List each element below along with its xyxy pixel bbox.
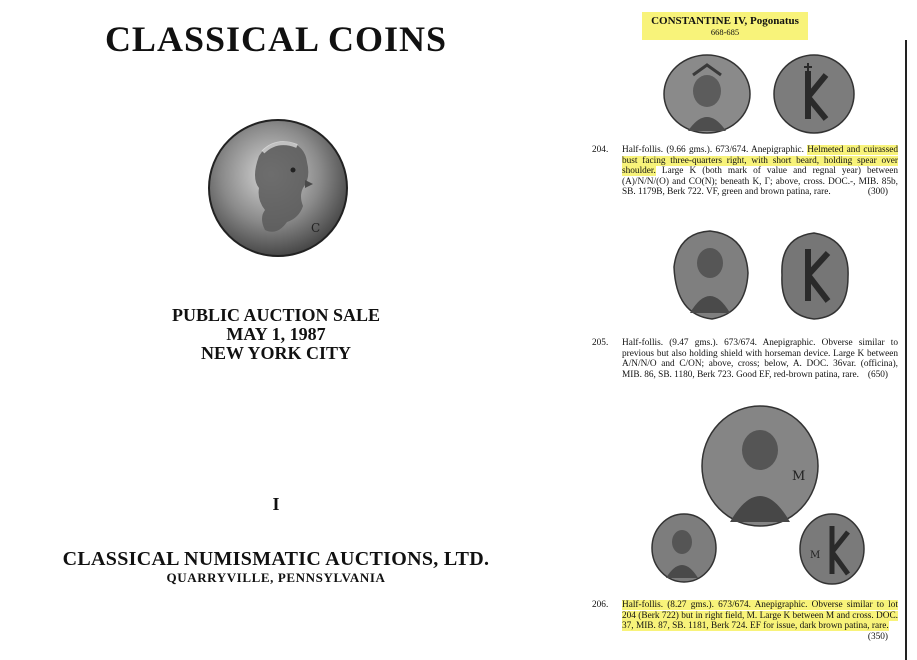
- lot-206-reverse-coin: [798, 512, 866, 586]
- ruler-header: [642, 12, 808, 40]
- svg-text:C: C: [311, 221, 321, 235]
- lot-description: [622, 600, 898, 642]
- svg-text:M: M: [792, 469, 806, 484]
- lot-number: 205.: [592, 338, 609, 348]
- svg-text:M: M: [810, 550, 821, 561]
- catalogue-page: [592, 0, 917, 660]
- cover-title: CLASSICAL COINS: [104, 19, 448, 59]
- lot-text: Half-follis. (9.66 gms.). 673/674. Anepigraphic.: [622, 145, 808, 155]
- publisher-location: QUARRYVILLE, PENNSYLVANIA: [166, 570, 386, 585]
- sale-line-title: PUBLIC AUCTION SALE: [171, 305, 381, 325]
- publisher-name: CLASSICAL NUMISMATIC AUCTIONS, LTD.: [62, 548, 490, 570]
- lot-estimate: (650): [867, 369, 888, 380]
- lot-highlight: Half-follis. (8.27 gms.). 673/674. Anepigraphic. Obverse similar to lot 204 (Berk 722) but in right field, M. Large K between M and cross. DOC. 37, MIB. 87, SB. 1181, Berk 724. EF for issue, dark brown patina, rare.: [622, 600, 898, 632]
- ruler-name: CONSTANTINE IV, Pogonatus: [651, 15, 799, 27]
- lot-estimate: (350): [867, 631, 888, 642]
- sale-line-date: MAY 1, 1987: [226, 324, 326, 344]
- lot-text-continued: Large K (both mark of value and regnal year) between (A)/N/N/(O) and CO(N); beneath K, Γ; above, cross. DOC.-, MIB. 85b, SB. 1179B, Berk 722. VF, green and brown patina, rare.: [622, 166, 898, 198]
- lot-205-obverse-coin: [668, 227, 752, 323]
- lot-estimate: (300): [867, 187, 888, 198]
- ruler-dates: 668-685: [710, 27, 740, 37]
- lot-description: [622, 145, 898, 198]
- lot-text: Half-follis. (9.47 gms.). 673/674. Anepigraphic. Obverse similar to previous but also holding shield with horseman device. Large K between A/N/N/O and C/ON; above, cross; below, A. DOC. 36var. (officina), MIB. 86, SB. 1180, Berk 723. Good EF, red-brown patina, rare.: [622, 338, 898, 380]
- lot-204-obverse-coin: [662, 53, 752, 135]
- lot-204-reverse-coin: [772, 53, 856, 135]
- lot-description: [622, 338, 898, 380]
- lot-highlight: Helmeted and cuirassed bust facing three-quarters right, with short beard, holding spear over shoulder.: [622, 145, 898, 177]
- lot-number: 206.: [592, 600, 609, 610]
- page-edge-rule: [905, 40, 907, 660]
- sale-line-city: NEW YORK CITY: [200, 343, 352, 363]
- lot-205-reverse-coin: [774, 229, 854, 323]
- cover-coin-image: [207, 118, 349, 258]
- volume-number: I: [272, 494, 280, 514]
- lot-206-obverse-coin: [650, 512, 718, 584]
- lot-number: 204.: [592, 145, 609, 155]
- lot-206-large-coin: [700, 404, 820, 528]
